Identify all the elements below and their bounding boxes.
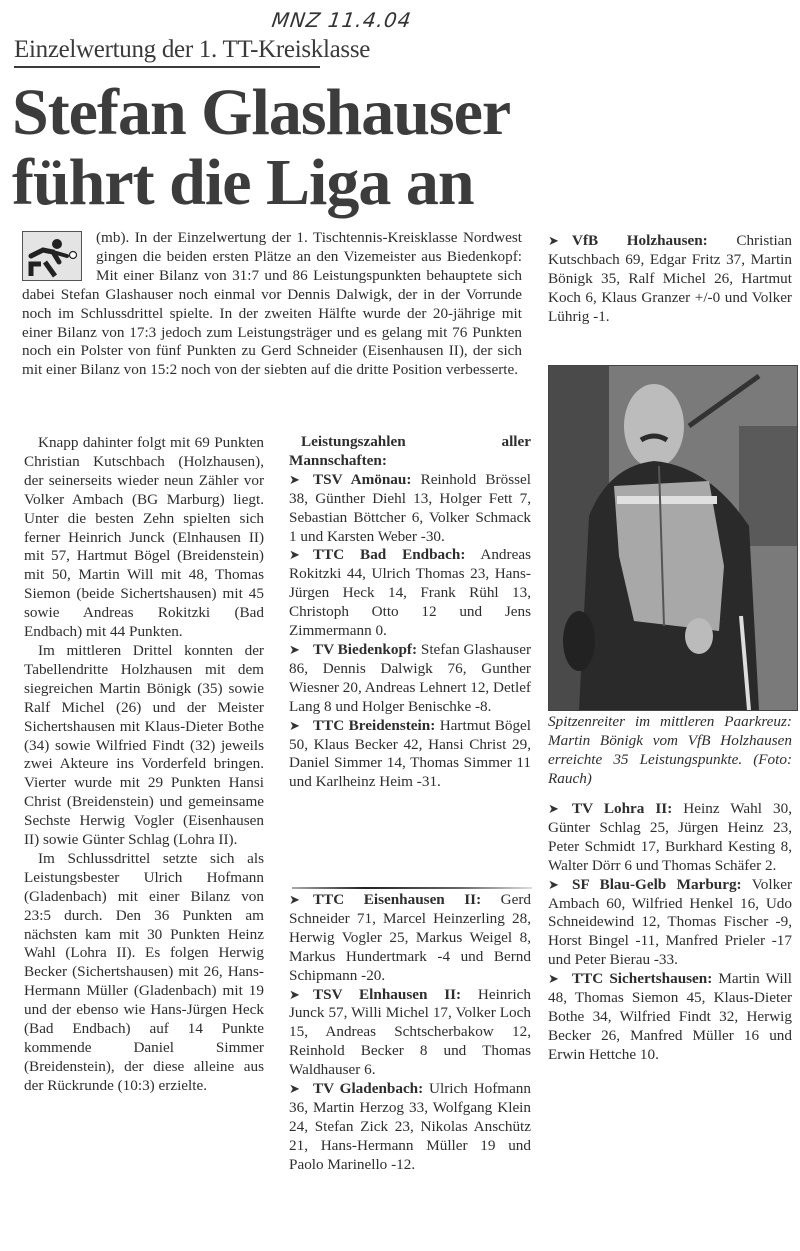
team-players: Martin Will 48, Thomas Siemon 45, Klaus-Dieter Bothe 34, Wilfried Findt 32, Herwig Becker 26, Manfred Müller 16 und Erwin Hettche 10. [548, 970, 792, 1063]
arrow-bullet-icon: ➤ [289, 547, 300, 563]
team-players: Gerd Schneider 71, Marcel Heinzerling 28, Herwig Vogler 25, Markus Weigel 8, Markus Hundertmark -4 und Bernd Schipmann -20. [289, 891, 532, 984]
team-entry [289, 891, 531, 986]
team-players: Christian Kutschbach 69, Edgar Fritz 37, Martin Bönigk 35, Ralf Michel 26, Hartmut Koch 6, Klaus Granzer +/-0 und Volker Lührig -1. [548, 232, 793, 325]
stats-heading: Leistungszahlen aller Mannschaften: [289, 433, 531, 469]
arrow-bullet-icon: ➤ [548, 876, 559, 892]
team-name: VfB Holzhausen: [572, 232, 708, 249]
player-photo [548, 365, 798, 711]
arrow-bullet-icon: ➤ [548, 801, 559, 816]
team-players: Heinrich Junck 57, Willi Michel 17, Volker Loch 15, Andreas Schtscherbakow 12, Reinhold Becker 8 und Thomas Waldhauser 6. [289, 985, 532, 1079]
body-paragraph: Knapp dahinter folgt mit 69 Punkten Christian Kutschbach (Holzhausen), der seinerseits wieder neun Zähler vor Volker Ambach (BG Marburg) liegt. Unter die besten Zehn spielten sich ferner Heinrich Junck (Elnhausen II) mit 57, Hartmut Bögel (Breidenstein) mit 50, Martin Will mit 48, Thomas Siemon (beide Sichertshausen) mit 45 sowie Andreas Rokitzki (Bad Endbach) mit 44 Punkten. [24, 434, 264, 641]
team-entry [289, 1080, 531, 1175]
article-column-1 [24, 434, 264, 1096]
team-entry [289, 641, 531, 717]
arrow-bullet-icon: ➤ [289, 717, 300, 733]
team-name: TTC Bad Endbach: [313, 546, 466, 564]
arrow-bullet-icon: ➤ [289, 471, 300, 487]
arrow-bullet-icon: ➤ [289, 641, 300, 657]
stats-column-right-top [548, 232, 792, 327]
handwritten-annotation: MNZ 11.4.04 [270, 8, 414, 32]
stats-column-top [289, 433, 531, 792]
team-players: Andreas Rokitzki 44, Ulrich Thomas 23, Hans-Jürgen Heck 14, Frank Rühl 13, Christoph Otto 12 und Jens Zimmermann 0. [289, 546, 531, 640]
team-players: Volker Ambach 60, Wilfried Henkel 16, Udo Schneidewind 12, Thomas Fischer -9, Horst Bingel -11, Manfred Prieler -17 und Peter Bierau -33. [548, 875, 792, 969]
team-players: Hartmut Bögel 50, Klaus Becker 42, Hansi Christ 29, Daniel Simmer 14, Thomas Simmer 11 und Karlheinz Heim -31. [289, 716, 532, 791]
photo-caption: Spitzenreiter im mittleren Paarkreuz: Martin Bönigk vom VfB Holzhausen erreichte 35 Leistungspunkte. (Foto: Rauch) [548, 713, 792, 787]
player-photo-image [549, 366, 797, 710]
team-name: TTC Eisenhausen II: [313, 891, 482, 908]
team-name: TV Biedenkopf: [313, 640, 418, 658]
table-tennis-player-icon [22, 231, 82, 281]
column-divider [292, 887, 532, 889]
team-entry [289, 717, 531, 793]
arrow-bullet-icon: ➤ [548, 971, 559, 987]
kicker-headline: Einzelwertung der 1. TT-Kreisklasse [14, 36, 320, 68]
body-paragraph: Im mittleren Drittel konnten der Tabellendritte Holzhausen mit dem siegreichen Martin Bönigk (35) sowie Ralf Michel (26) und der Meister Sichertshausen mit Klaus-Dieter Bothe (34) sowie Wilfried Findt (32) jeweils zwei Akteure ins Vorderfeld bringen. Vierter wurde mit 29 Punkten Hansi Christ (Breidenstein) und gemeinsame Sechste Herwig Vogler (Eisenhausen II) sowie Günter Schlag (Lohra II). [24, 641, 264, 849]
team-entry [548, 876, 792, 971]
team-entry [548, 970, 792, 1065]
team-name: TTC Breidenstein: [313, 716, 436, 734]
team-players: Heinz Wahl 30, Günter Schlag 25, Jürgen Heinz 23, Peter Schmidt 17, Burkhard Kesting 8, Walter Dörr 6 und Thomas Schäfer 2. [548, 800, 792, 874]
arrow-bullet-icon: ➤ [548, 233, 559, 248]
body-paragraph: Im Schlussdrittel setzte sich als Leistungsbester Ulrich Hofmann (Gladenbach) mit einer Bilanz von 23:5 durch. Den 36 Punkten am nächsten kam mit 30 Punkten Heinz Wahl (Lohra II). Es folgen Herwig Becker (Sichertshausen) mit 26, Hans-Hermann Müller (Gladenbach) mit 19 und der ebenso wie Hans-Jürgen Heck (Bad Endbach) auf 14 Punkte kommende Daniel Simmer (Breidenstein), der diese alleine aus der Rückrunde (10:3) erzielte. [24, 849, 264, 1094]
stats-column-right-bottom [548, 800, 792, 1065]
team-entry [289, 471, 531, 547]
headline-line-1: Stefan Glashauser [12, 76, 511, 149]
team-entry [548, 232, 792, 327]
team-name: SF Blau-Gelb Marburg: [572, 875, 742, 893]
arrow-bullet-icon: ➤ [289, 892, 300, 907]
main-headline [12, 78, 510, 218]
team-entry [289, 986, 531, 1081]
team-entry [548, 800, 792, 876]
team-players: Stefan Glashauser 86, Dennis Dalwigk 76, Gunther Wiesner 20, Andreas Lehnert 12, Detlef Lang 8 und Holger Benischke -8. [289, 640, 532, 715]
intro-paragraph-block [22, 229, 522, 380]
arrow-bullet-icon: ➤ [289, 1081, 300, 1097]
team-players: Ulrich Hofmann 36, Martin Herzog 33, Wolfgang Klein 24, Stefan Zick 23, Nikolas Anschütz 21, Hans-Hermann Müller 19 und Paolo Marinello -12. [289, 1080, 531, 1173]
team-name: TSV Elnhausen II: [313, 985, 462, 1003]
headline-line-2: führt die Liga an [12, 146, 474, 219]
team-name: TTC Sichertshausen: [572, 970, 713, 988]
team-entry [289, 546, 531, 641]
stats-column-bottom [289, 891, 531, 1175]
team-name: TV Lohra II: [572, 800, 673, 817]
intro-text: (mb). In der Einzelwertung der 1. Tischtennis-Kreisklasse Nordwest gingen die beiden ersten Plätze an den Vizemeister aus Biedenkopf: Mit einer Bilanz von 31:7 und 86 Leistungspunkten behauptete sich dabei Stefan Glashauser noch einmal vor Dennis Dalwigk, der in der Vorrunde noch im Schlussdrittel spielte. In der zweiten Hälfte wurde der 20-jährige mit einer Bilanz von 17:3 jedoch zum Leistungsträger und es gelang mit 76 Punkten noch ein Polster von fünf Punkten zu Gerd Schneider (Eisenhausen II), der sich mit einer Bilanz von 15:2 noch von der siebten auf die dritte Position verbesserte. [22, 229, 522, 379]
arrow-bullet-icon: ➤ [289, 986, 300, 1002]
team-players: Reinhold Brössel 38, Günther Diehl 13, Holger Fett 7, Sebastian Böttcher 6, Volker Schmack 1 und Karsten Weber -30. [289, 470, 531, 545]
team-name: TSV Amönau: [313, 470, 412, 488]
team-name: TV Gladenbach: [313, 1080, 424, 1098]
